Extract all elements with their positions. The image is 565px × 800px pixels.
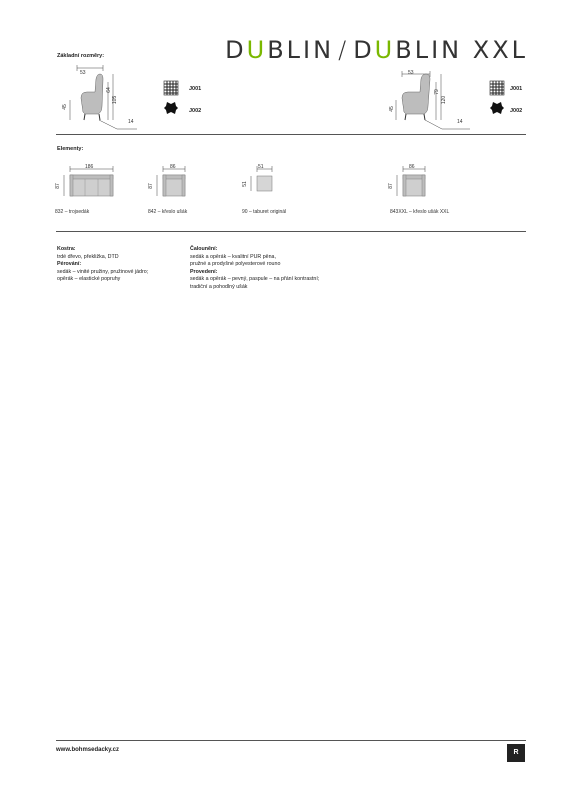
footer-url-link[interactable]: www.bohmsedacky.cz	[56, 747, 120, 753]
leather-icon	[163, 100, 179, 116]
divider	[56, 134, 526, 135]
element-caption: 842 – křeslo ušák	[148, 209, 188, 215]
title-letter: D	[225, 36, 247, 64]
dim-seat-height: 45	[388, 106, 395, 112]
footer-divider	[56, 740, 526, 741]
calouneni-text-1: sedák a opěrák – kvalitní PUR pěna,	[190, 253, 276, 260]
title-letter-accent: U	[246, 36, 268, 64]
fabric-icon	[163, 80, 179, 96]
code-j001: J001	[510, 86, 523, 92]
dim-total-height: 120	[441, 95, 448, 105]
specs-column-left	[57, 246, 148, 284]
element-caption: 832 – trojsedák	[55, 209, 90, 215]
dim-width: 86	[409, 164, 415, 170]
dim-width: 53	[408, 70, 414, 76]
dim-arm-height: 64	[105, 87, 112, 93]
perovani-text-1: sedák – vinité pružiny, pružinové jádro;	[57, 268, 149, 275]
calouneni-label: Čalounění:	[190, 246, 218, 252]
perovani-label: Pérování:	[57, 261, 82, 267]
divider	[56, 231, 526, 232]
page-title	[225, 36, 528, 64]
title-slash: /	[338, 36, 350, 64]
provedeni-text-1: sedák a opěrák – pevný, paspule – na přání kontrastní;	[190, 276, 320, 282]
dim-seat-height: 45	[61, 104, 68, 110]
title-text: BLIN XXL	[395, 36, 528, 64]
dim-leg: 14	[128, 119, 134, 125]
element-caption: 843XXL – křeslo ušák XXL	[390, 209, 450, 215]
provedeni-text-2: tradiční a pohodlný ušák	[190, 283, 248, 290]
dim-width: 53	[80, 70, 86, 76]
dim-depth: 87	[387, 183, 394, 189]
dim-arm-height: 79	[433, 89, 440, 95]
code-j002: J002	[510, 108, 523, 114]
dim-depth: 87	[147, 183, 154, 189]
perovani-text-2: opěrák – elastické popruhy	[57, 276, 121, 282]
stool-top-view-90	[245, 160, 285, 200]
code-j001: J001	[189, 86, 202, 92]
dim-width: 51	[258, 164, 264, 170]
leather-icon	[489, 100, 505, 116]
kostra-text: trdé dřevo, překližka, DTD	[57, 253, 119, 260]
title-letter: D	[353, 36, 375, 64]
title-text: BLIN	[267, 36, 335, 64]
elements-label: Elementy:	[57, 146, 84, 152]
dim-width: 86	[170, 164, 176, 170]
dim-width: 186	[85, 164, 94, 170]
code-j002: J002	[189, 108, 202, 114]
fabric-icon	[489, 80, 505, 96]
element-caption: 90 – taburet originál	[242, 209, 287, 215]
dim-leg: 14	[457, 119, 463, 125]
dim-total-height: 105	[112, 95, 119, 105]
page-marker: R	[507, 744, 525, 762]
title-letter-accent: U	[374, 36, 396, 64]
dim-depth: 87	[54, 183, 61, 189]
calouneni-text-2: pružné a prodyšné polyesterové rouno	[190, 261, 281, 267]
dim-depth: 51	[241, 181, 248, 187]
specs-column-right	[190, 246, 319, 291]
basic-dims-label: Základní rozměry:	[57, 53, 105, 59]
armchair-side-view-dublin-xxl	[390, 62, 480, 132]
kostra-label: Kostra:	[57, 246, 76, 252]
provedeni-label: Provedení:	[190, 268, 218, 275]
